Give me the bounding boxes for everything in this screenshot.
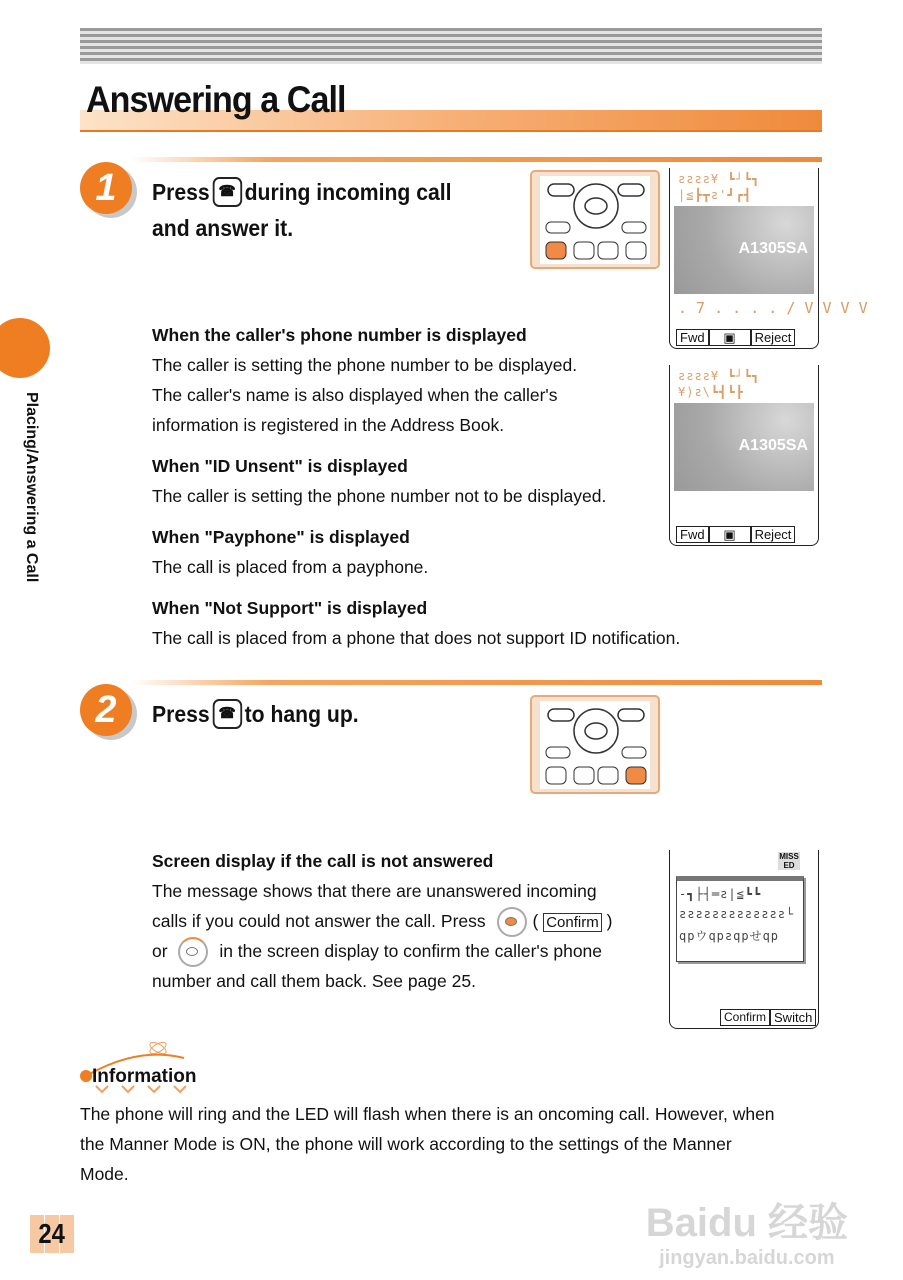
section-heading: Screen display if the call is not answered	[152, 851, 494, 871]
softkey-reject[interactable]: Reject	[751, 526, 796, 543]
incoming-call-screen-number: ƨƨƨƨ¥ ┗┘┗┓ |≦┣┳ƨ'┛┏┫ A1305SA . 7 . . . . / V V V V Fwd ▣ Reject	[669, 168, 819, 349]
information-heading: Information	[92, 1066, 197, 1087]
keypad-illustration-answer	[530, 170, 660, 269]
section-heading: When "ID Unsent" is displayed	[152, 456, 408, 476]
section-heading: When "Payphone" is displayed	[152, 527, 410, 547]
model-name: A1305SA	[738, 437, 808, 454]
watermark-logo: Baidu 经验	[645, 1201, 848, 1245]
softkey-fwd[interactable]: Fwd	[676, 329, 709, 346]
body-text: )	[606, 911, 613, 931]
page-title: Answering a Call	[86, 79, 346, 120]
step-title-text: Press	[152, 701, 210, 727]
body-text: The message shows that there are unanswered incoming	[152, 881, 597, 901]
side-tab-label: Placing/Answering a Call	[23, 392, 40, 583]
body-text: the Manner Mode is ON, the phone will work according to the settings of the Manner	[80, 1134, 732, 1154]
body-text: Mode.	[80, 1164, 129, 1184]
softkey-mail-icon[interactable]: ▣	[709, 526, 751, 543]
step-title-text: and answer it.	[152, 215, 294, 241]
header-stripes	[80, 28, 822, 64]
missed-call-notepad-icon: -┓├┤═ƨ|≦┗┗ ƨƨƨƨƨƨƨƨƨƨƨƨƨ└ qpウqpƨqpせqp	[676, 876, 804, 962]
body-text: The caller is setting the phone number not to be displayed.	[152, 486, 607, 506]
section-heading: When the caller's phone number is displayed	[152, 325, 527, 345]
body-text: The call is placed from a phone that does not support ID notification.	[152, 628, 681, 648]
softkey-switch[interactable]: Switch	[770, 1009, 816, 1026]
body-text: in the screen display to confirm the caller's phone	[219, 941, 603, 961]
step-divider	[130, 157, 822, 162]
incoming-call-screen-name: ƨƨƨƨ¥ ┗┘┗┓ ¥)ƨ\┗┫┗┣ A1305SA Fwd ▣ Reject	[669, 365, 819, 546]
page-number-text: 24	[38, 1218, 65, 1249]
page-number	[30, 1215, 75, 1253]
body-text: or	[152, 941, 168, 961]
body-text: calls if you could not answer the call. Press	[152, 911, 486, 931]
body-text	[152, 906, 652, 936]
keypad-illustration-hangup	[530, 695, 660, 794]
step-1-title	[152, 174, 452, 246]
caller-number: . 7 . . . . / V V V V	[678, 299, 868, 317]
step-title-text: to hang up.	[244, 701, 359, 727]
missed-call-screen	[669, 850, 819, 1029]
answer-key-icon: ☎	[212, 177, 241, 207]
body-text	[152, 936, 652, 966]
softkey-fwd[interactable]: Fwd	[676, 526, 709, 543]
step-title-text: Press	[152, 179, 210, 205]
step-number-2: 2	[80, 684, 132, 736]
section-heading: When "Not Support" is displayed	[152, 598, 428, 618]
information-text	[80, 1099, 840, 1189]
body-text: The caller is setting the phone number to be displayed.	[152, 355, 578, 375]
wallpaper-image	[674, 403, 814, 491]
end-key-icon: ☎	[212, 699, 241, 729]
up-key-icon	[178, 937, 208, 967]
body-text: The call is placed from a payphone.	[152, 557, 429, 577]
model-name: A1305SA	[738, 240, 808, 257]
missed-badge: MISS ED	[779, 852, 799, 870]
body-text: (	[532, 911, 539, 931]
body-text: information is registered in the Address Book.	[152, 415, 505, 435]
step-number-1: 1	[80, 162, 132, 214]
body-text: number and call them back. See page 25.	[152, 971, 476, 991]
softkey-mail-icon[interactable]: ▣	[709, 329, 751, 346]
body-text: The phone will ring and the LED will flash when there is an oncoming call. However, when	[80, 1104, 775, 1124]
center-key-icon	[497, 907, 527, 937]
side-tab-marker	[0, 318, 50, 378]
step-divider	[130, 680, 822, 685]
wallpaper-image	[674, 206, 814, 294]
step-2-title	[152, 696, 359, 732]
step-2-details	[152, 846, 652, 996]
body-text: The caller's name is also displayed when the caller's	[152, 385, 558, 405]
softkey-confirm[interactable]: Confirm	[720, 1009, 770, 1026]
watermark	[646, 1200, 848, 1270]
softkey-reject[interactable]: Reject	[751, 329, 796, 346]
confirm-softkey-label: Confirm	[543, 913, 602, 932]
step-1-details	[152, 320, 681, 653]
step-title-text: during incoming call	[244, 179, 452, 205]
watermark-url: jingyan.baidu.com	[659, 1247, 835, 1269]
